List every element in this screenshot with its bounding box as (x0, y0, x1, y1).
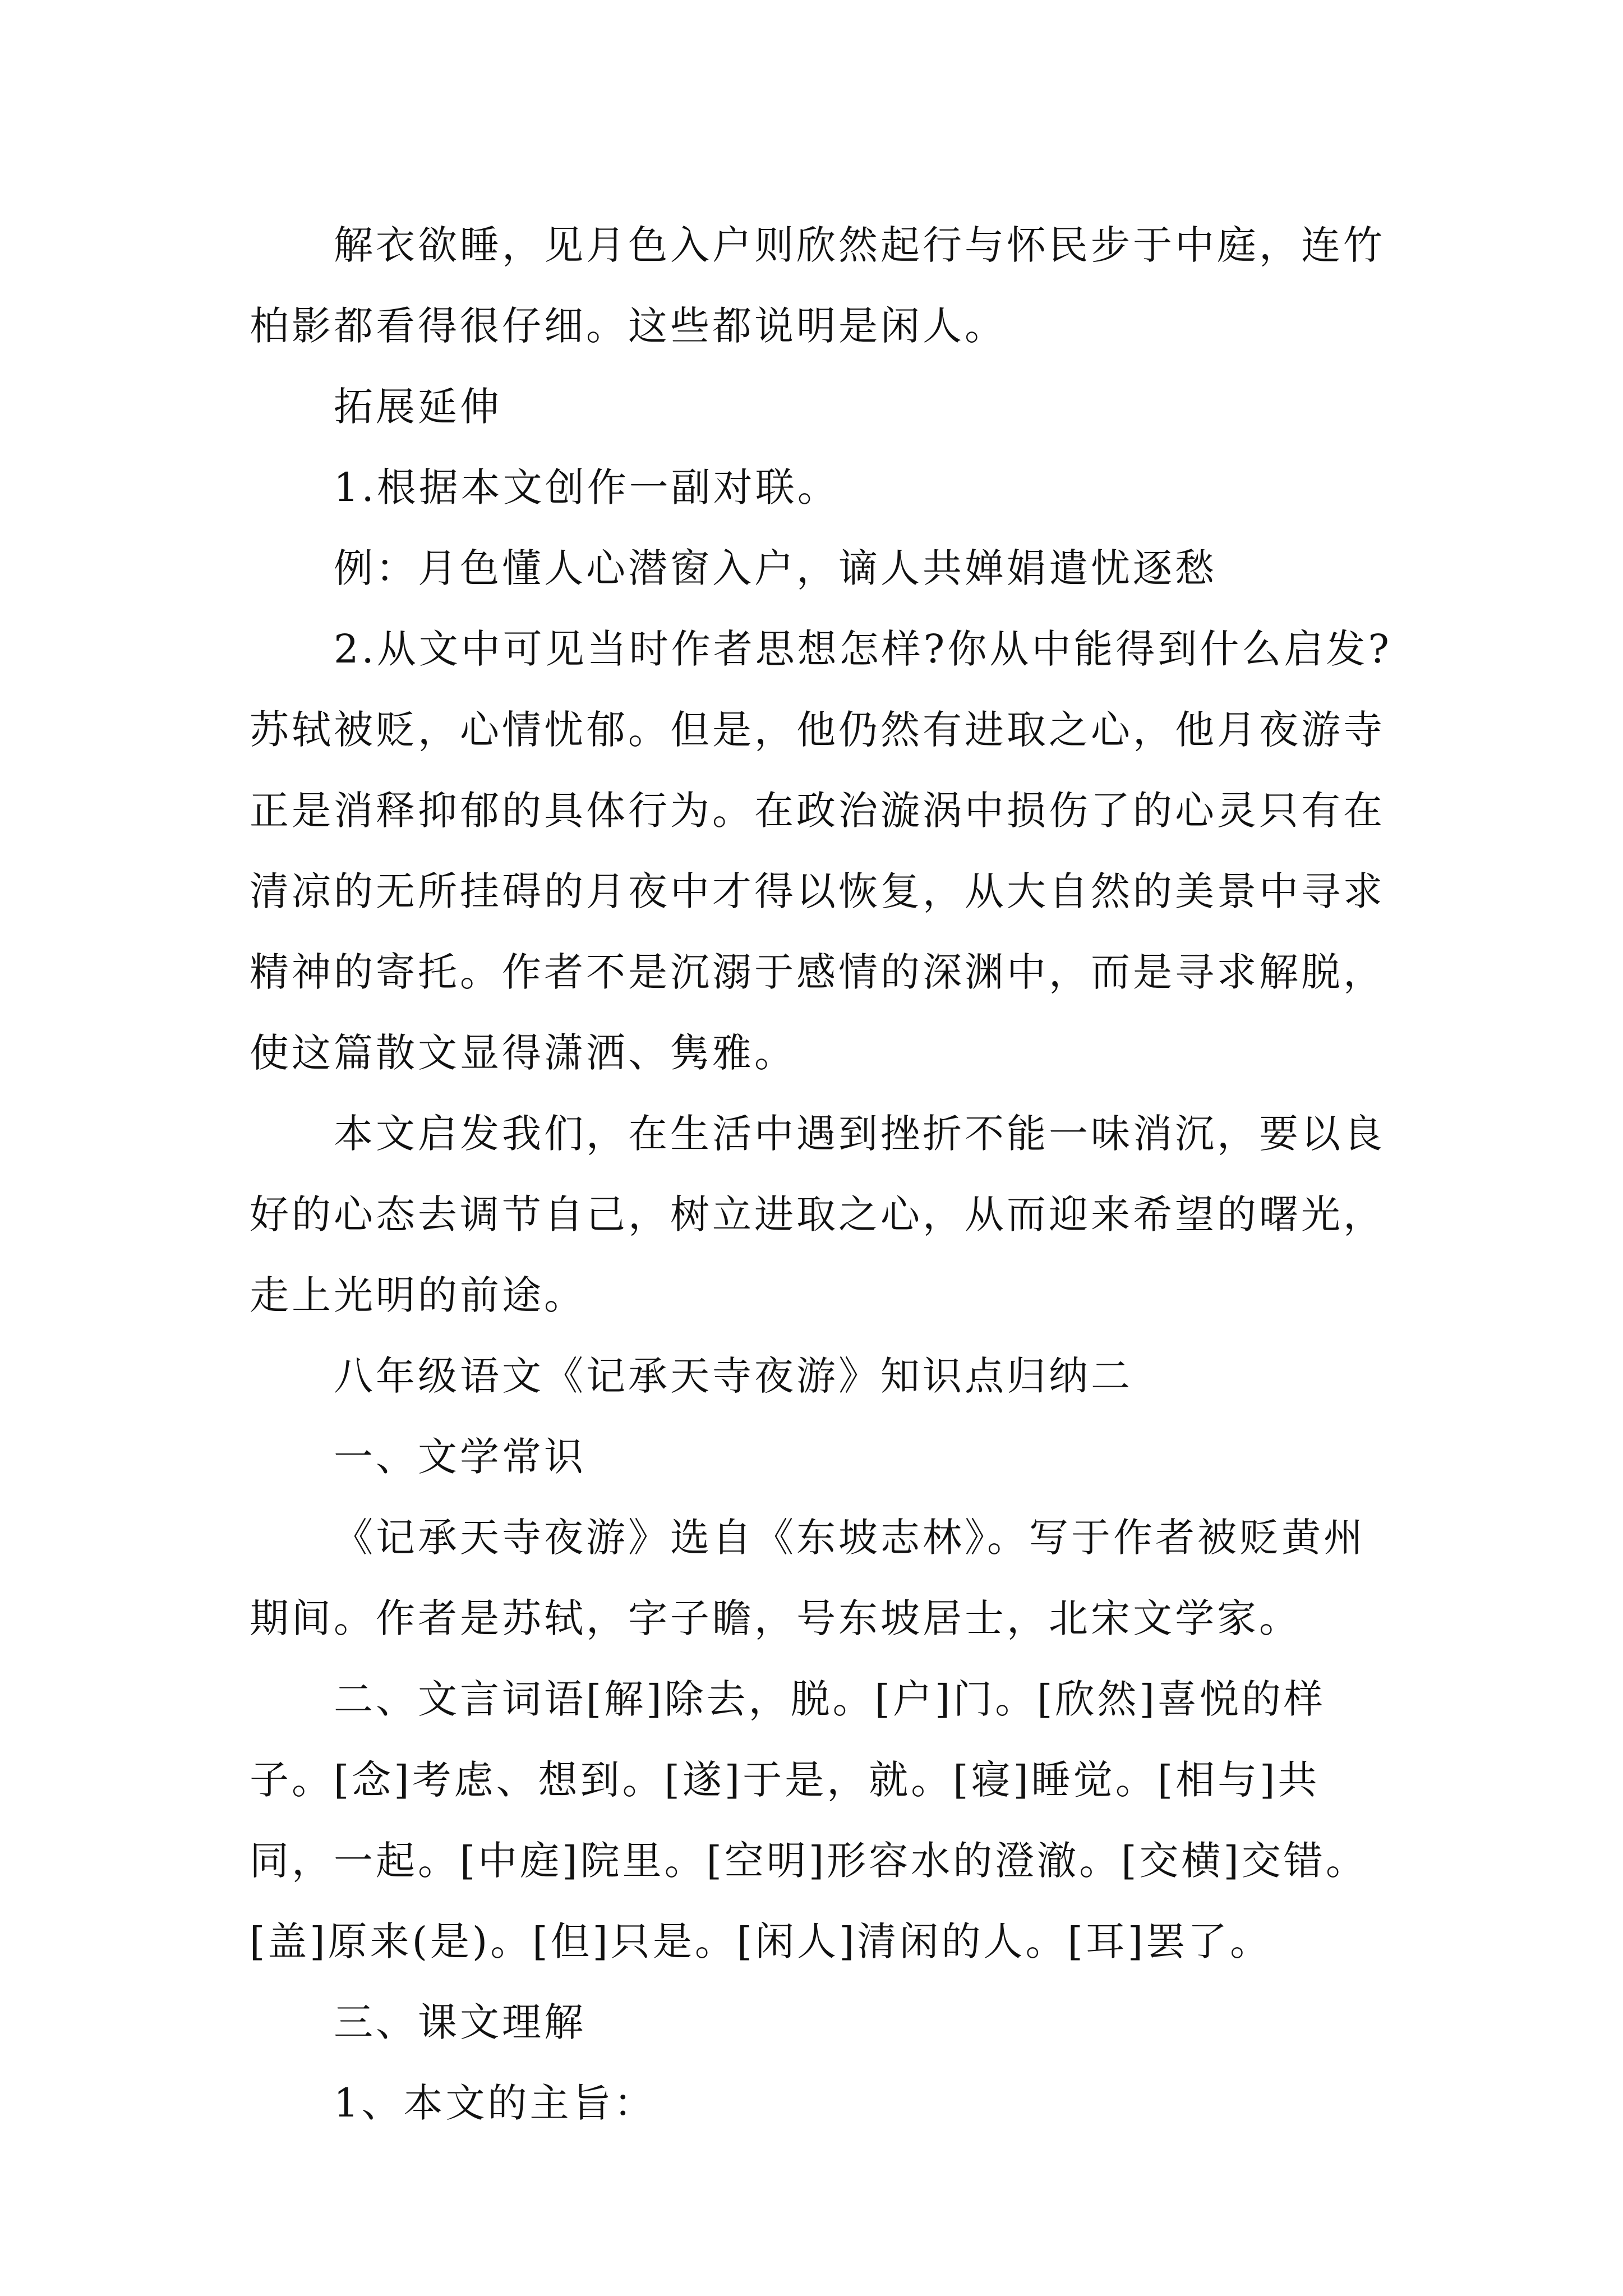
couplet-example: 例：月色懂人心潜窗入户，谪人共婵娟遣忧逐愁 (334, 545, 1217, 591)
paragraph-vocabulary: 二、文言词语[解]除去，脱。[户]门。[欣然]喜悦的样子。[念]考虑、想到。[遂]于是，就。[寝]睡觉。[相与]共同，一起。[中庭]院里。[空明]形容水的澄澈。[交横]交错。[盖]原来(是)。[但]只是。[闲人]清闲的人。[耳]罢了。 (250, 1676, 1368, 1964)
paragraph-idle-person-explanation: 解衣欲睡，见月色入户则欣然起行与怀民步于中庭，连竹柏影都看得很仔细。这些都说明是闲人。 (250, 222, 1385, 349)
paragraph-source-author: 《记承天寺夜游》选自《东坡志林》。写于作者被贬黄州期间。作者是苏轼，字子瞻，号东坡居士，北宋文学家。 (250, 1515, 1366, 1641)
document-body (250, 205, 1408, 2143)
section-title-summary-2: 八年级语文《记承天寺夜游》知识点归纳二 (334, 1353, 1133, 1399)
section-heading-extension: 拓展延伸 (334, 384, 502, 430)
question-2-answer: 2.从文中可见当时作者思想怎样?你从中能得到什么启发? 苏轼被贬，心情忧郁。但是，他仍然有进取之心，他月夜游寺正是消释抑郁的具体行为。在政治漩涡中损伤了的心灵只有在清凉的无所挂碍的月夜中才得以恢复，从大自然的美景中寻求精神的寄托。作者不是沉溺于感情的深渊中，而是寻求解脱，使这篇散文显得潇洒、隽雅。 (250, 626, 1408, 1076)
question-1: 1.根据本文创作一副对联。 (334, 464, 840, 510)
heading-literary-knowledge: 一、文学常识 (334, 1434, 586, 1480)
heading-text-understanding: 三、课文理解 (334, 1999, 586, 2045)
paragraph-inspiration: 本文启发我们，在生活中遇到挫折不能一味消沉，要以良好的心态去调节自己，树立进取之心，从而迎来希望的曙光，走上光明的前途。 (250, 1111, 1385, 1318)
item-main-theme: 1、本文的主旨： (334, 2080, 656, 2126)
